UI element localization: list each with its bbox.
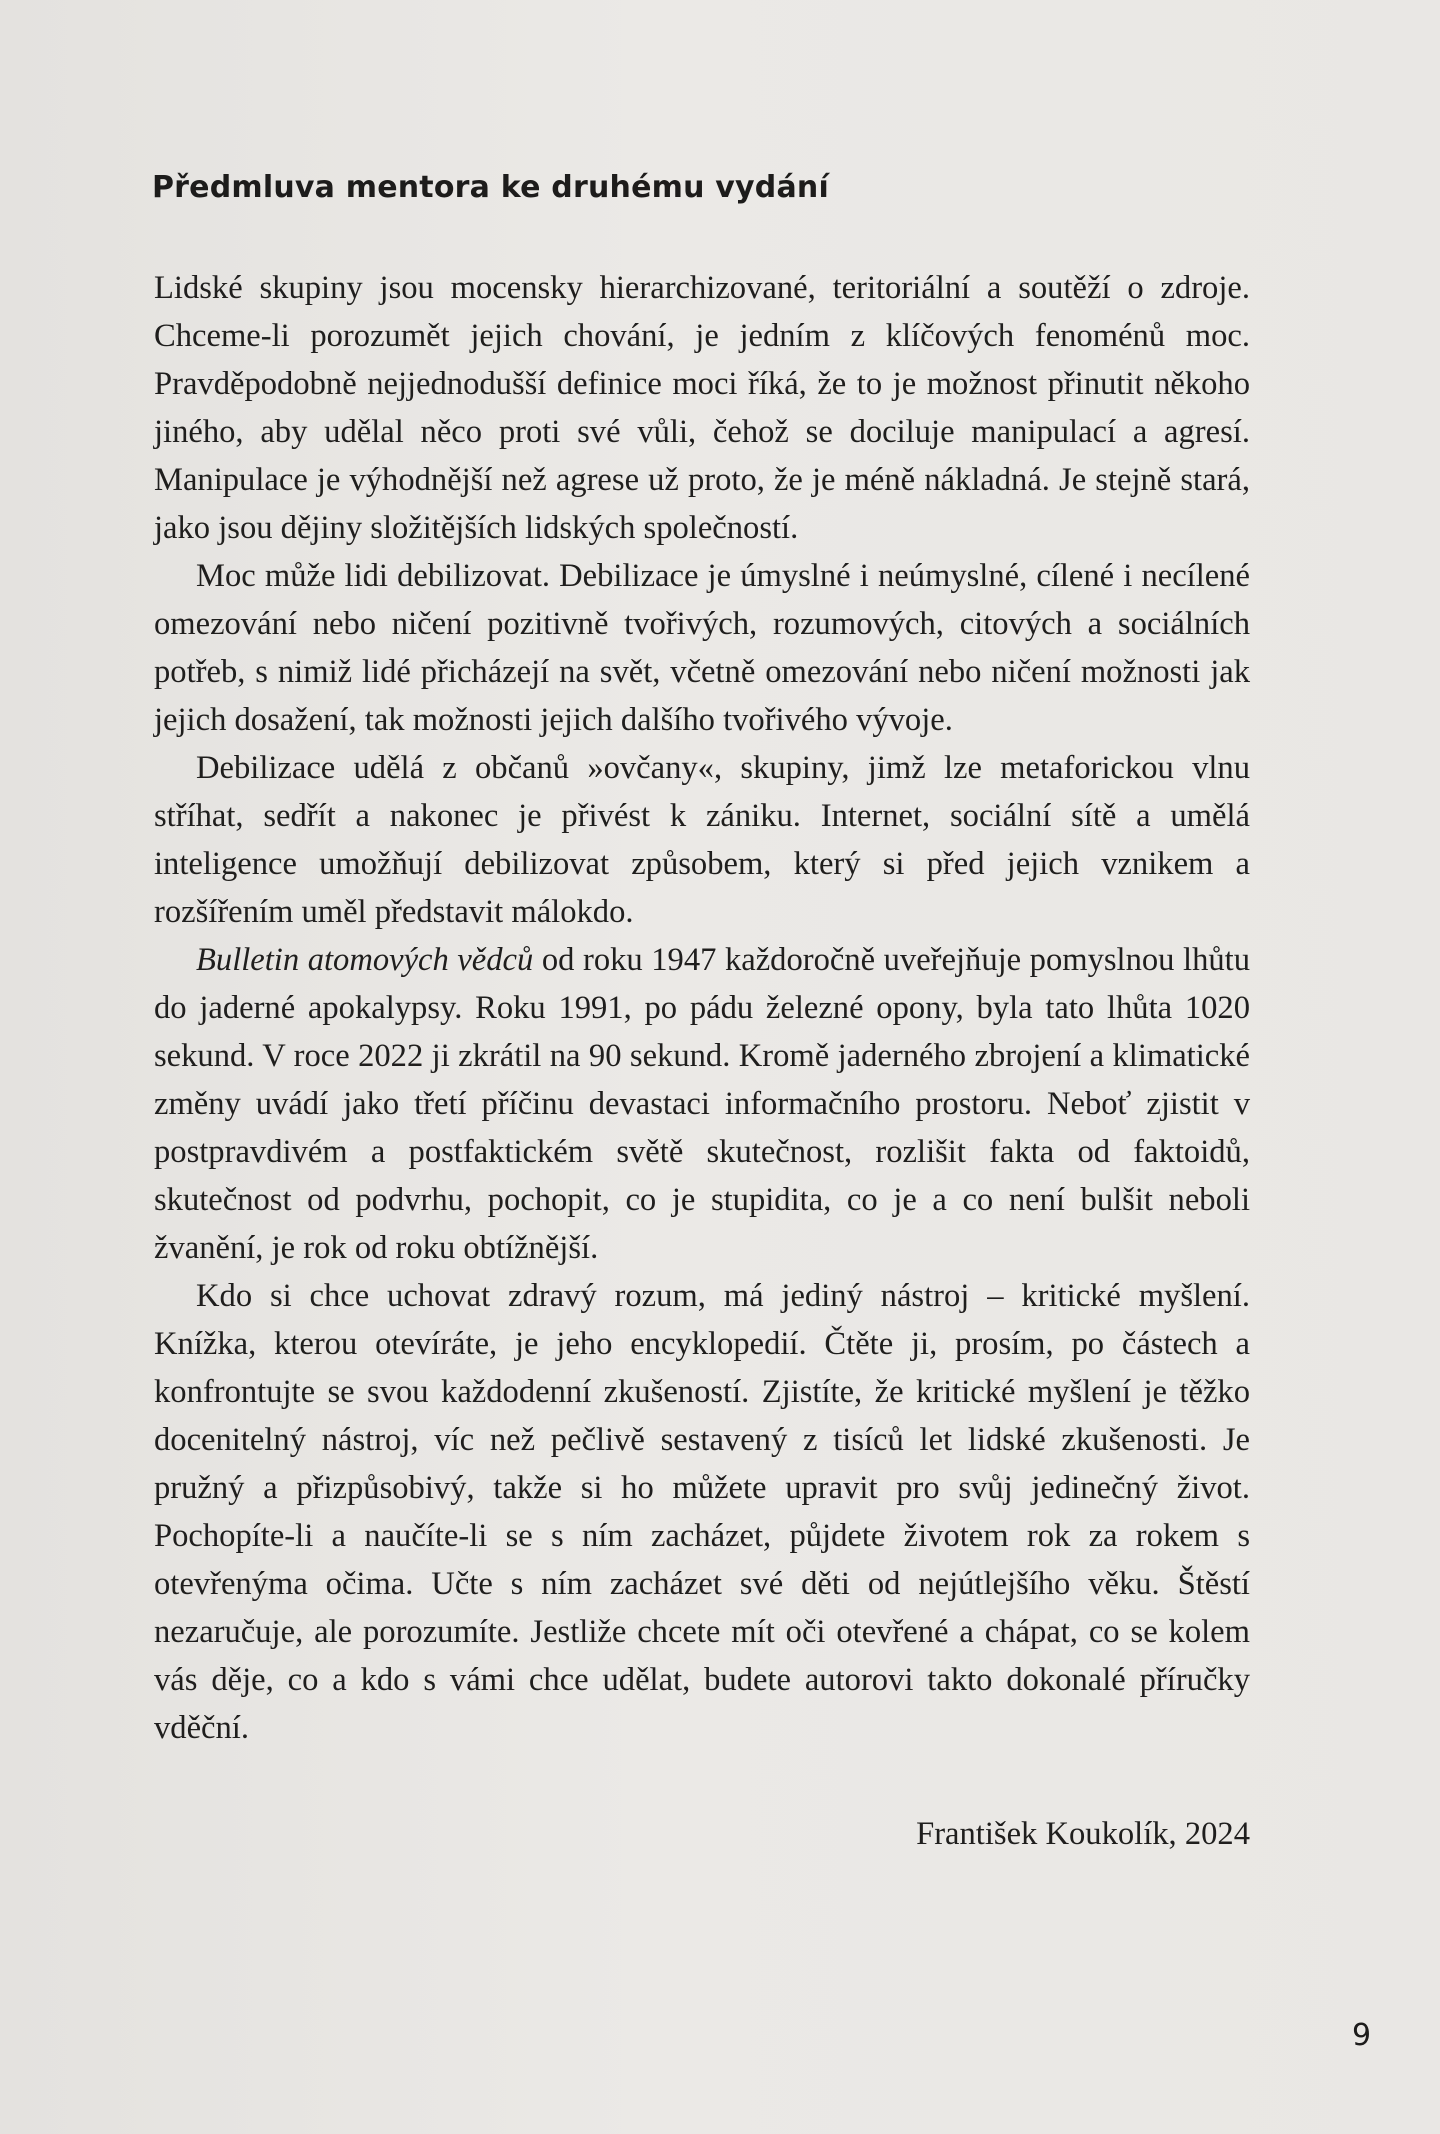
paragraph-4 [154,936,1250,1272]
author-signature: František Koukolík, 2024 [916,1816,1250,1852]
page-number: 9 [1352,2018,1372,2053]
paragraph-5: Kdo si chce uchovat zdravý rozum, má jediný nástroj – kritické myšlení. Knížka, kterou otevíráte, je jeho encyklopedií. Čtěte ji, prosím, po částech a konfrontujte se svou každodenní zkušeností. Zjistíte, že kritické myšlení je těžko docenitelný nástroj, víc než pečlivě sestavený z tisíců let lidské zkušenosti. Je pružný a přizpůsobivý, takže si ho můžete upravit pro svůj jedinečný život. Pochopíte-li a naučíte-li se s ním zacházet, půjdete životem rok za rokem s otevřenýma očima. Učte s ním zacházet své děti od nejútlejšího věku. Štěstí nezaručuje, ale porozumíte. Jestliže chcete mít oči otevřené a chápat, co se kolem vás děje, co a kdo s vámi chce udělat, budete autorovi takto dokonalé příručky vděční. [154,1278,1250,1746]
paragraph-4-text: od roku 1947 každoročně uveřejňuje pomyslnou lhůtu do jaderné apokalypsy. Roku 1991, po pádu železné opony, byla tato lhůta 1020 sekund. V roce 2022 ji zkrátil na 90 sekund. Kromě jaderného zbrojení a klimatické změny uvádí jako třetí příčinu devastaci informačního prostoru. Neboť zjistit v postpravdivém a postfaktickém světě skutečnost, rozlišit fakta od faktoidů, skutečnost od podvrhu, pochopit, co je stupidita, co je a co není bulšit neboli žvanění, je rok od roku obtížnější. [154,942,1250,1266]
body-text [154,264,1250,1752]
paragraph-2: Moc může lidi debilizovat. Debilizace je úmyslné i neúmyslné, cílené i necílené omezování nebo ničení pozitivně tvořivých, rozumových, citových a sociálních potřeb, s nimiž lidé přicházejí na svět, včetně omezování nebo ničení možnosti jak jejich dosažení, tak možnosti jejich dalšího tvořivého vývoje. [154,558,1250,738]
paragraph-1: Lidské skupiny jsou mocensky hierarchizované, teritoriální a soutěží o zdroje. Chceme-li porozumět jejich chování, je jedním z klíčových fenoménů moc. Pravděpodobně nejjednodušší definice moci říká, že to je možnost přinutit někoho jiného, aby udělal něco proti své vůli, čehož se dociluje manipulací a agresí. Manipulace je výhodnější než agrese už proto, že je méně nákladná. Je stejně stará, jako jsou dějiny složitějších lidských společností. [154,270,1250,546]
paragraph-3: Debilizace udělá z občanů »ovčany«, skupiny, jimž lze metaforickou vlnu stříhat, sedřít a nakonec je přivést k zániku. Internet, sociální sítě a umělá inteligence umožňují debilizovat způsobem, který si před jejich vznikem a rozšířením uměl představit málokdo. [154,750,1250,930]
italic-title: Bulletin atomových vědců [196,942,534,978]
chapter-heading: Předmluva mentora ke druhému vydání [152,170,829,205]
